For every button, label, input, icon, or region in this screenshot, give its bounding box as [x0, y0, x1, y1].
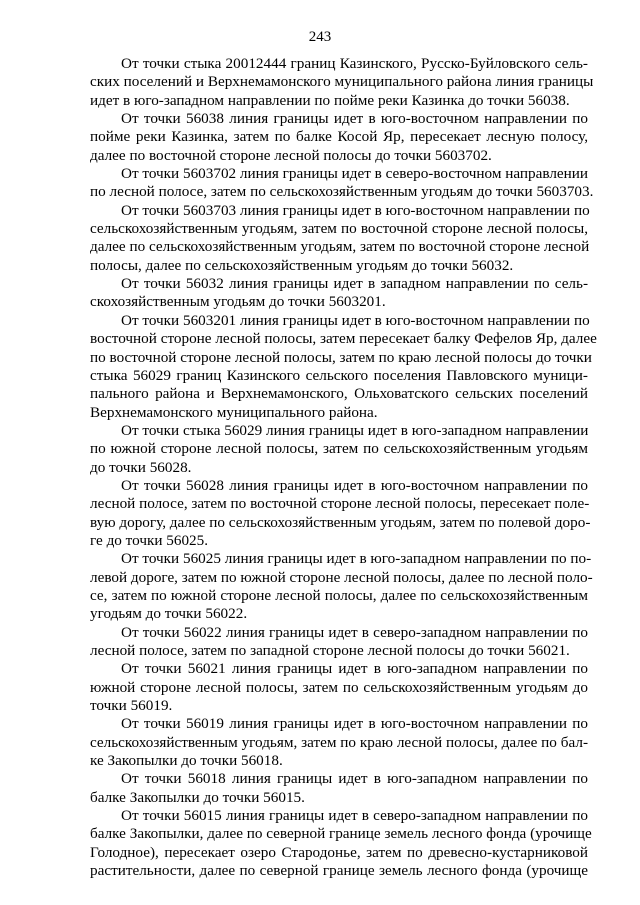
text-line: От точки 5603201 линия границы идет в юго-восточном направлении по	[121, 311, 590, 329]
paragraph	[90, 715, 588, 770]
text-line: От точки 5603703 линия границы идет в юго-восточном направлении по	[121, 201, 590, 219]
text-line: балке Закопылки до точки 56015.	[90, 788, 305, 806]
text-line: южной стороне лесной полосы, затем по сельскохозяйственным угодьям до	[90, 678, 588, 696]
paragraph	[90, 660, 588, 715]
text-line: точки 56019.	[90, 697, 173, 715]
text-line: до точки 56028.	[90, 458, 192, 476]
paragraph	[90, 110, 588, 165]
paragraph	[90, 476, 591, 550]
text-line: пального района и Верхнемамонского, Ольховатского сельских поселений	[90, 385, 588, 403]
paragraph	[90, 275, 588, 312]
text-line: угодьям до точки 56022.	[90, 605, 248, 623]
text-line: От точки 5603702 линия границы идет в северо-восточном направлении	[121, 165, 589, 183]
text-line: вую дорогу, далее по сельскохозяйственным угодьям, затем по полевой доро-	[90, 513, 591, 531]
paragraph	[90, 624, 588, 661]
text-line: От точки 56025 линия границы идет в юго-западном направлении по по-	[121, 550, 592, 568]
text-line: левой дороге, затем по южной стороне лесной полосы, далее по лесной поло-	[90, 568, 593, 586]
text-line: От точки 56018 линия границы идет в юго-западном направлении по	[121, 770, 588, 788]
text-line: От точки 56028 линия границы идет в юго-восточном направлении по	[121, 476, 588, 494]
text-line: по лесной полосе, затем по сельскохозяйственным угодьям до точки 5603703.	[90, 183, 594, 201]
text-line: От точки 56032 линия границы идет в западном направлении по сель-	[121, 275, 588, 293]
text-line: Голодное), пересекает озеро Стародонье, затем по древесно-кустарниковой	[90, 843, 588, 861]
text-line: ке Закопылки до точки 56018.	[90, 752, 283, 770]
text-line: далее по сельскохозяйственным угодьям, затем по восточной стороне лесной	[90, 238, 590, 256]
text-line: идет в юго-западном направлении по пойме реки Казинка до точки 56038.	[90, 91, 570, 109]
text-line: От точки 56038 линия границы идет в юго-восточном направлении по	[121, 110, 588, 128]
paragraph	[90, 311, 597, 422]
paragraph	[90, 422, 588, 477]
text-line: по южной стороне лесной полосы, затем по сельскохозяйственным угодьям	[90, 440, 588, 458]
document-body	[90, 55, 597, 880]
text-line: От точки 56019 линия границы идет в юго-восточном направлении по	[121, 715, 588, 733]
text-line: балке Закопылки, далее по северной границе земель лесного фонда (урочище	[90, 825, 592, 843]
text-line: скохозяйственным угодьям до точки 5603201.	[90, 293, 386, 311]
text-line: От точки стыка 20012444 границ Казинского, Русско-Буйловского сель-	[121, 55, 588, 72]
paragraph	[90, 807, 592, 880]
text-line: ских поселений и Верхнемамонского муниципального района линия границы	[90, 73, 594, 91]
text-line: лесной полосе, затем по западной стороне лесной полосы до точки 56021.	[90, 642, 570, 659]
text-line: стыка 56029 границ Казинского сельского поселения Павловского муници-	[90, 366, 588, 384]
paragraph	[90, 165, 594, 202]
paragraph	[90, 550, 593, 623]
text-line: далее по восточной стороне лесной полосы до точки 5603702.	[90, 146, 492, 164]
text-line: сельскохозяйственным угодьям, затем по краю лесной полосы, далее по бал-	[90, 733, 588, 751]
paragraph	[90, 770, 588, 807]
paragraph	[90, 55, 594, 110]
text-line: От точки стыка 56029 линия границы идет в юго-западном направлении	[121, 421, 589, 439]
text-line: ге до точки 56025.	[90, 531, 209, 549]
text-line: восточной стороне лесной полосы, затем пересекает балку Фефелов Яр, далее	[90, 330, 597, 348]
text-line: От точки 56022 линия границы идет в северо-западном направлении по	[121, 623, 588, 641]
text-line: се, затем по южной стороне лесной полосы, далее по сельскохозяйственным	[90, 586, 588, 604]
text-line: От точки 56021 линия границы идет в юго-западном направлении по	[121, 660, 588, 678]
text-line: растительности, далее по северной границе земель лесного фонда (урочище	[90, 862, 588, 880]
text-line: Верхнемамонского муниципального района.	[90, 403, 378, 421]
text-line: От точки 56015 линия границы идет в северо-западном направлении по	[121, 807, 588, 825]
text-line: по восточной стороне лесной полосы, затем по краю лесной полосы до точки	[90, 348, 592, 366]
paragraph	[90, 202, 588, 275]
text-line: сельскохозяйственным угодьям, затем по восточной стороне лесной полосы,	[90, 220, 588, 238]
text-line: лесной полосе, затем по восточной стороне лесной полосы, пересекает поле-	[90, 495, 590, 513]
text-line: полосы, далее по сельскохозяйственным угодьям до точки 56032.	[90, 256, 514, 274]
text-line: пойме реки Казинка, затем по балке Косой Яр, пересекает лесную полосу,	[90, 128, 588, 146]
page-number: 243	[308, 29, 332, 45]
